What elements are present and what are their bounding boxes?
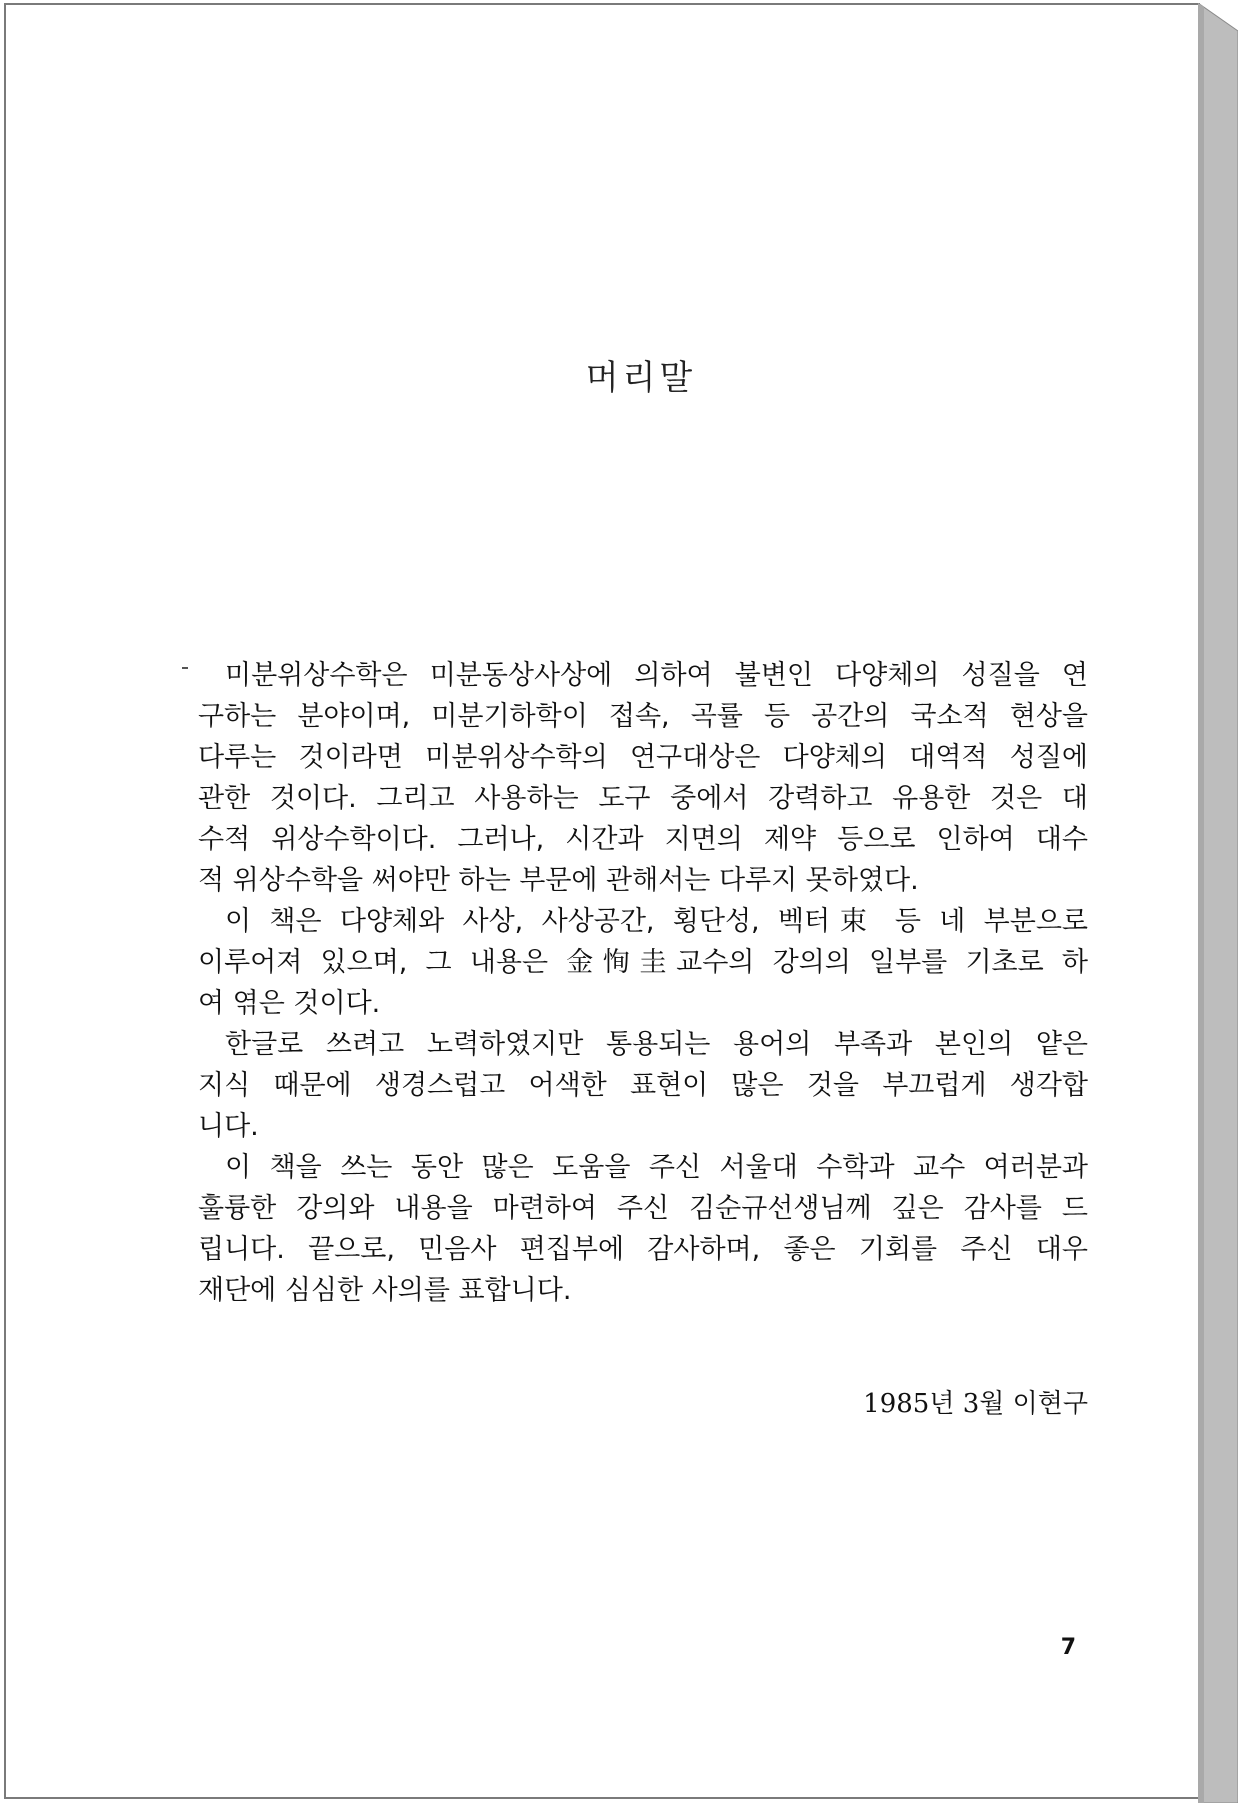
- text-line: 한글로 쓰려고 노력하였지만 통용되는 용어의 부족과 본인의 얕은: [225, 1029, 1088, 1060]
- page-title: 머리말: [585, 358, 697, 398]
- book-edge: [1198, 3, 1238, 1803]
- page-sheet: [4, 3, 1200, 1799]
- text-line: 구하는 분야이며, 미분기하학이 접속, 곡률 등 공간의 국소적 현상을: [198, 701, 1088, 732]
- preface-body: [198, 655, 1088, 1311]
- text-line: 훌륭한 강의와 내용을 마련하여 주신 김순규선생님께 깊은 감사를 드: [198, 1193, 1088, 1224]
- date-signature: 1985년 3월 이현구: [863, 1389, 1088, 1419]
- text-line: 이 책은 다양체와 사상, 사상공간, 횡단성, 벡터束 등 네 부분으로: [225, 906, 1088, 937]
- page-number: 7: [1060, 1635, 1076, 1660]
- text-line: 관한 것이다. 그리고 사용하는 도구 중에서 강력하고 유용한 것은 대: [198, 783, 1088, 814]
- text-line: 여 엮은 것이다.: [198, 988, 381, 1019]
- text-line: 니다.: [198, 1111, 259, 1142]
- text-line: 지식 때문에 생경스럽고 어색한 표현이 많은 것을 부끄럽게 생각합: [198, 1070, 1088, 1101]
- text-line: 이루어져 있으며, 그 내용은 金恂圭교수의 강의의 일부를 기초로 하: [198, 947, 1088, 978]
- text-line: 미분위상수학은 미분동상사상에 의하여 불변인 다양체의 성질을 연: [225, 660, 1088, 691]
- text-line: 재단에 심심한 사의를 표합니다.: [198, 1275, 572, 1306]
- text-line: 다루는 것이라면 미분위상수학의 연구대상은 다양체의 대역적 성질에: [198, 742, 1088, 773]
- text-line: 수적 위상수학이다. 그러나, 시간과 지면의 제약 등으로 인하여 대수: [198, 824, 1088, 855]
- margin-mark: [182, 667, 188, 669]
- text-line: 이 책을 쓰는 동안 많은 도움을 주신 서울대 수학과 교수 여러분과: [225, 1152, 1088, 1183]
- text-line: 립니다. 끝으로, 민음사 편집부에 감사하며, 좋은 기회를 주신 대우: [198, 1234, 1088, 1265]
- text-line: 적 위상수학을 써야만 하는 부문에 관해서는 다루지 못하였다.: [198, 865, 919, 896]
